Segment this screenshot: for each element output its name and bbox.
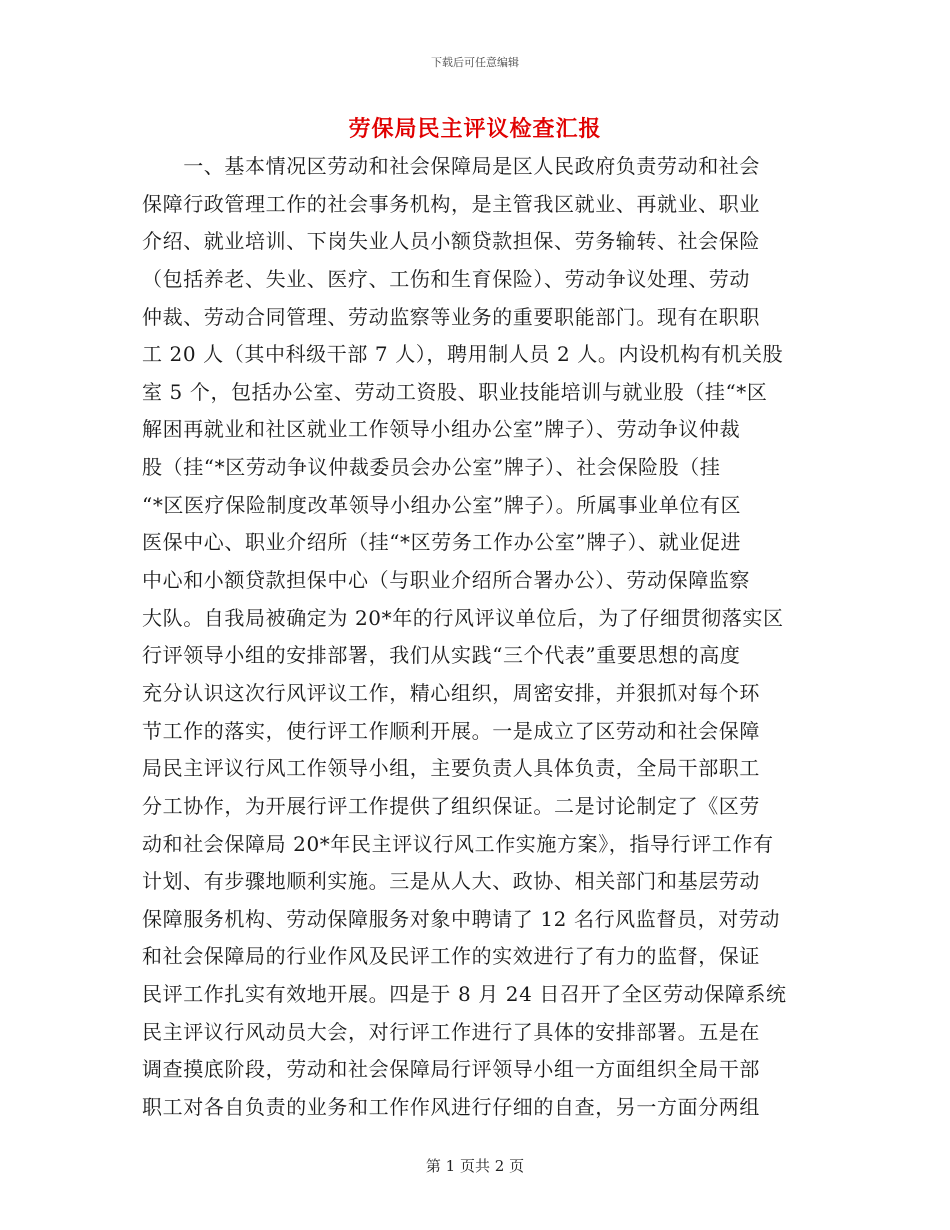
body-line: 保障行政管理工作的社会事务机构，是主管我区就业、再就业、职业: [142, 191, 760, 216]
body-line: 中心和小额贷款担保中心（与职业介绍所合署办公）、劳动保障监察: [142, 568, 750, 593]
body-line: 动和社会保障局 20*年民主评议行风工作实施方案》，指导行评工作有: [142, 831, 774, 856]
body-line: 股（挂“*区劳动争议仲裁委员会办公室”牌子）、社会保险股（挂: [142, 455, 721, 480]
body-line: 调查摸底阶段，劳动和社会保障局行评领导小组一方面组织全局干部: [142, 1057, 760, 1082]
body-line: 介绍、就业培训、下岗失业人员小额贷款担保、劳务输转、社会保险: [142, 229, 760, 254]
body-line: （包括养老、失业、医疗、工伤和生育保险）、劳动争议处理、劳动: [142, 266, 750, 291]
body-line: 解困再就业和社区就业工作领导小组办公室”牌子）、劳动争议仲裁: [142, 417, 741, 442]
body-line: 民主评议行风动员大会，对行评工作进行了具体的安排部署。五是在: [142, 1019, 760, 1044]
body-line: 局民主评议行风工作领导小组，主要负责人具体负责，全局干部职工: [142, 756, 760, 781]
body-line: 职工对各自负责的业务和工作作风进行仔细的自查，另一方面分两组: [142, 1095, 760, 1120]
document-body: [142, 148, 812, 1127]
body-line: 室 5 个，包括办公室、劳动工资股、职业技能培训与就业股（挂“*区: [142, 379, 768, 404]
page-header: 下载后可任意编辑: [431, 56, 519, 69]
body-line: 民评工作扎实有效地开展。四是于 8 月 24 日召开了全区劳动保障系统: [142, 982, 787, 1007]
body-line: 行评领导小组的安排部署，我们从实践“三个代表”重要思想的高度: [142, 643, 741, 668]
body-line: 一、基本情况区劳动和社会保障局是区人民政府负责劳动和社会: [142, 154, 760, 178]
body-line: “*区医疗保险制度改革领导小组办公室”牌子）。所属事业单位有区: [142, 492, 742, 517]
body-line: 医保中心、职业介绍所（挂“*区劳务工作办公室”牌子）、就业促进: [142, 530, 742, 555]
document-title: 劳保局民主评议检查汇报: [348, 116, 602, 142]
body-line: 仲裁、劳动合同管理、劳动监察等业务的重要职能部门。现有在职职: [142, 304, 760, 329]
body-line: 分工协作，为开展行评工作提供了组织保证。二是讨论制定了《区劳: [142, 793, 760, 818]
body-line: 工 20 人（其中科级干部 7 人），聘用制人员 2 人。内设机构有机关股: [142, 342, 784, 367]
body-line: 计划、有步骤地顺利实施。三是从人大、政协、相关部门和基层劳动: [142, 869, 760, 894]
body-line: 节工作的落实，使行评工作顺利开展。一是成立了区劳动和社会保障: [142, 718, 760, 743]
page-footer: 第 1 页共 2 页: [425, 1157, 525, 1175]
body-line: 保障服务机构、劳动保障服务对象中聘请了 12 名行风监督员，对劳动: [142, 906, 780, 931]
body-line: 大队。自我局被确定为 20*年的行风评议单位后，为了仔细贯彻落实区: [142, 605, 784, 630]
body-line: 和社会保障局的行业作风及民评工作的实效进行了有力的监督，保证: [142, 944, 760, 969]
body-line: 充分认识这次行风评议工作，精心组织，周密安排，并狠抓对每个环: [142, 680, 760, 705]
